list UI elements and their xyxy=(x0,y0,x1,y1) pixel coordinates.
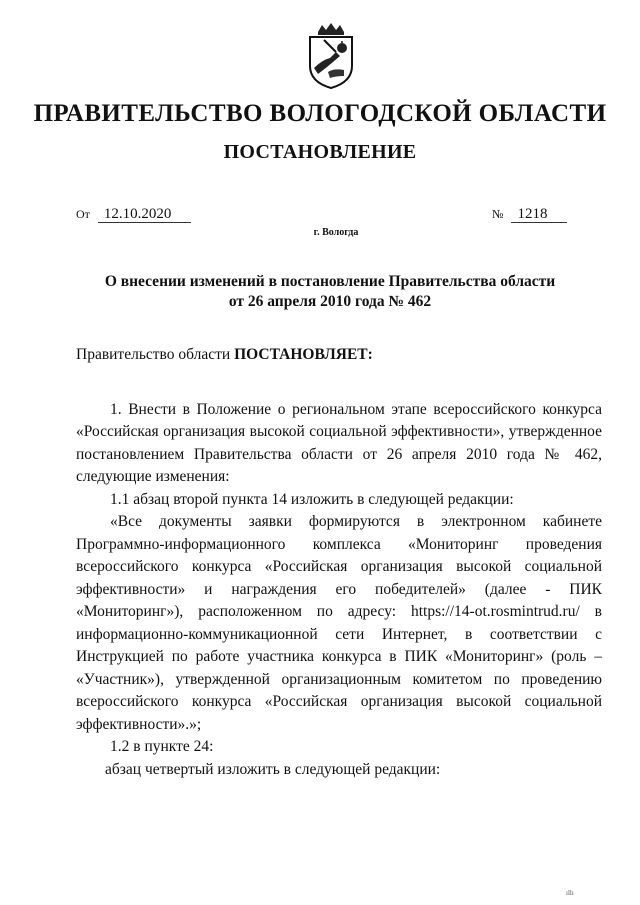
coat-of-arms-icon xyxy=(300,22,362,90)
paragraph-1: 1. Внести в Положение о региональном этапе всероссийского конкурса «Российская организация высокой социальной эффективности», утвержденное постановлением Правительства области от 26 апреля 2010 года № 462, следующие изменения: xyxy=(76,400,602,485)
intro-paragraph xyxy=(76,344,602,367)
government-name: ПРАВИТЕЛЬСТВО ВОЛОГОДСКОЙ ОБЛАСТИ xyxy=(33,100,607,127)
paragraph-1-1: 1.1 абзац второй пункта 14 изложить в следующей редакции: xyxy=(110,490,514,508)
date-value: 12.10.2020 xyxy=(98,206,192,223)
number-prefix: № xyxy=(492,207,504,221)
number-value: 1218 xyxy=(511,206,567,223)
subject-line-1: О внесении изменений в постановление Правительства области xyxy=(104,273,556,290)
intro-decree: ПОСТАНОВЛЯЕТ: xyxy=(234,346,373,363)
subject-line-2: от 26 апреля 2010 года № 462 xyxy=(228,293,432,310)
document-body xyxy=(76,344,602,781)
paragraph-abzac: абзац четвертый изложить в следующей редакции: xyxy=(105,760,441,778)
date-prefix: От xyxy=(76,207,90,221)
page-footer-mark: ıllı xyxy=(566,889,574,897)
number-field xyxy=(492,206,567,223)
date-field xyxy=(76,206,191,223)
document-subject xyxy=(60,272,600,312)
intro-prefix: Правительство области xyxy=(76,346,235,363)
paragraph-quote: «Все документы заявки формируются в электронном кабинете Программно-информационного комплекса «Мониторинг проведения всероссийского конкурса «Российская организация высокой социальной эффективности» и награждения его победителей» (далее - ПИК «Мониторинг»), расположенном по адресу: https://14-ot.rosmintrud.ru/ в информационно-коммуникационной сети Интернет, в соответствии с Инструкцией по работе участника конкурса в ПИК «Мониторинг» (роль – «Участник»), утвержденной организационным комитетом по проведению всероссийского конкурса «Российская организация высокой социальной эффективности».»; xyxy=(76,513,602,733)
paragraph-1-2: 1.2 в пункте 24: xyxy=(110,738,214,755)
document-type: ПОСТАНОВЛЕНИЕ xyxy=(223,141,417,163)
city-label: г. Вологда xyxy=(313,227,359,238)
